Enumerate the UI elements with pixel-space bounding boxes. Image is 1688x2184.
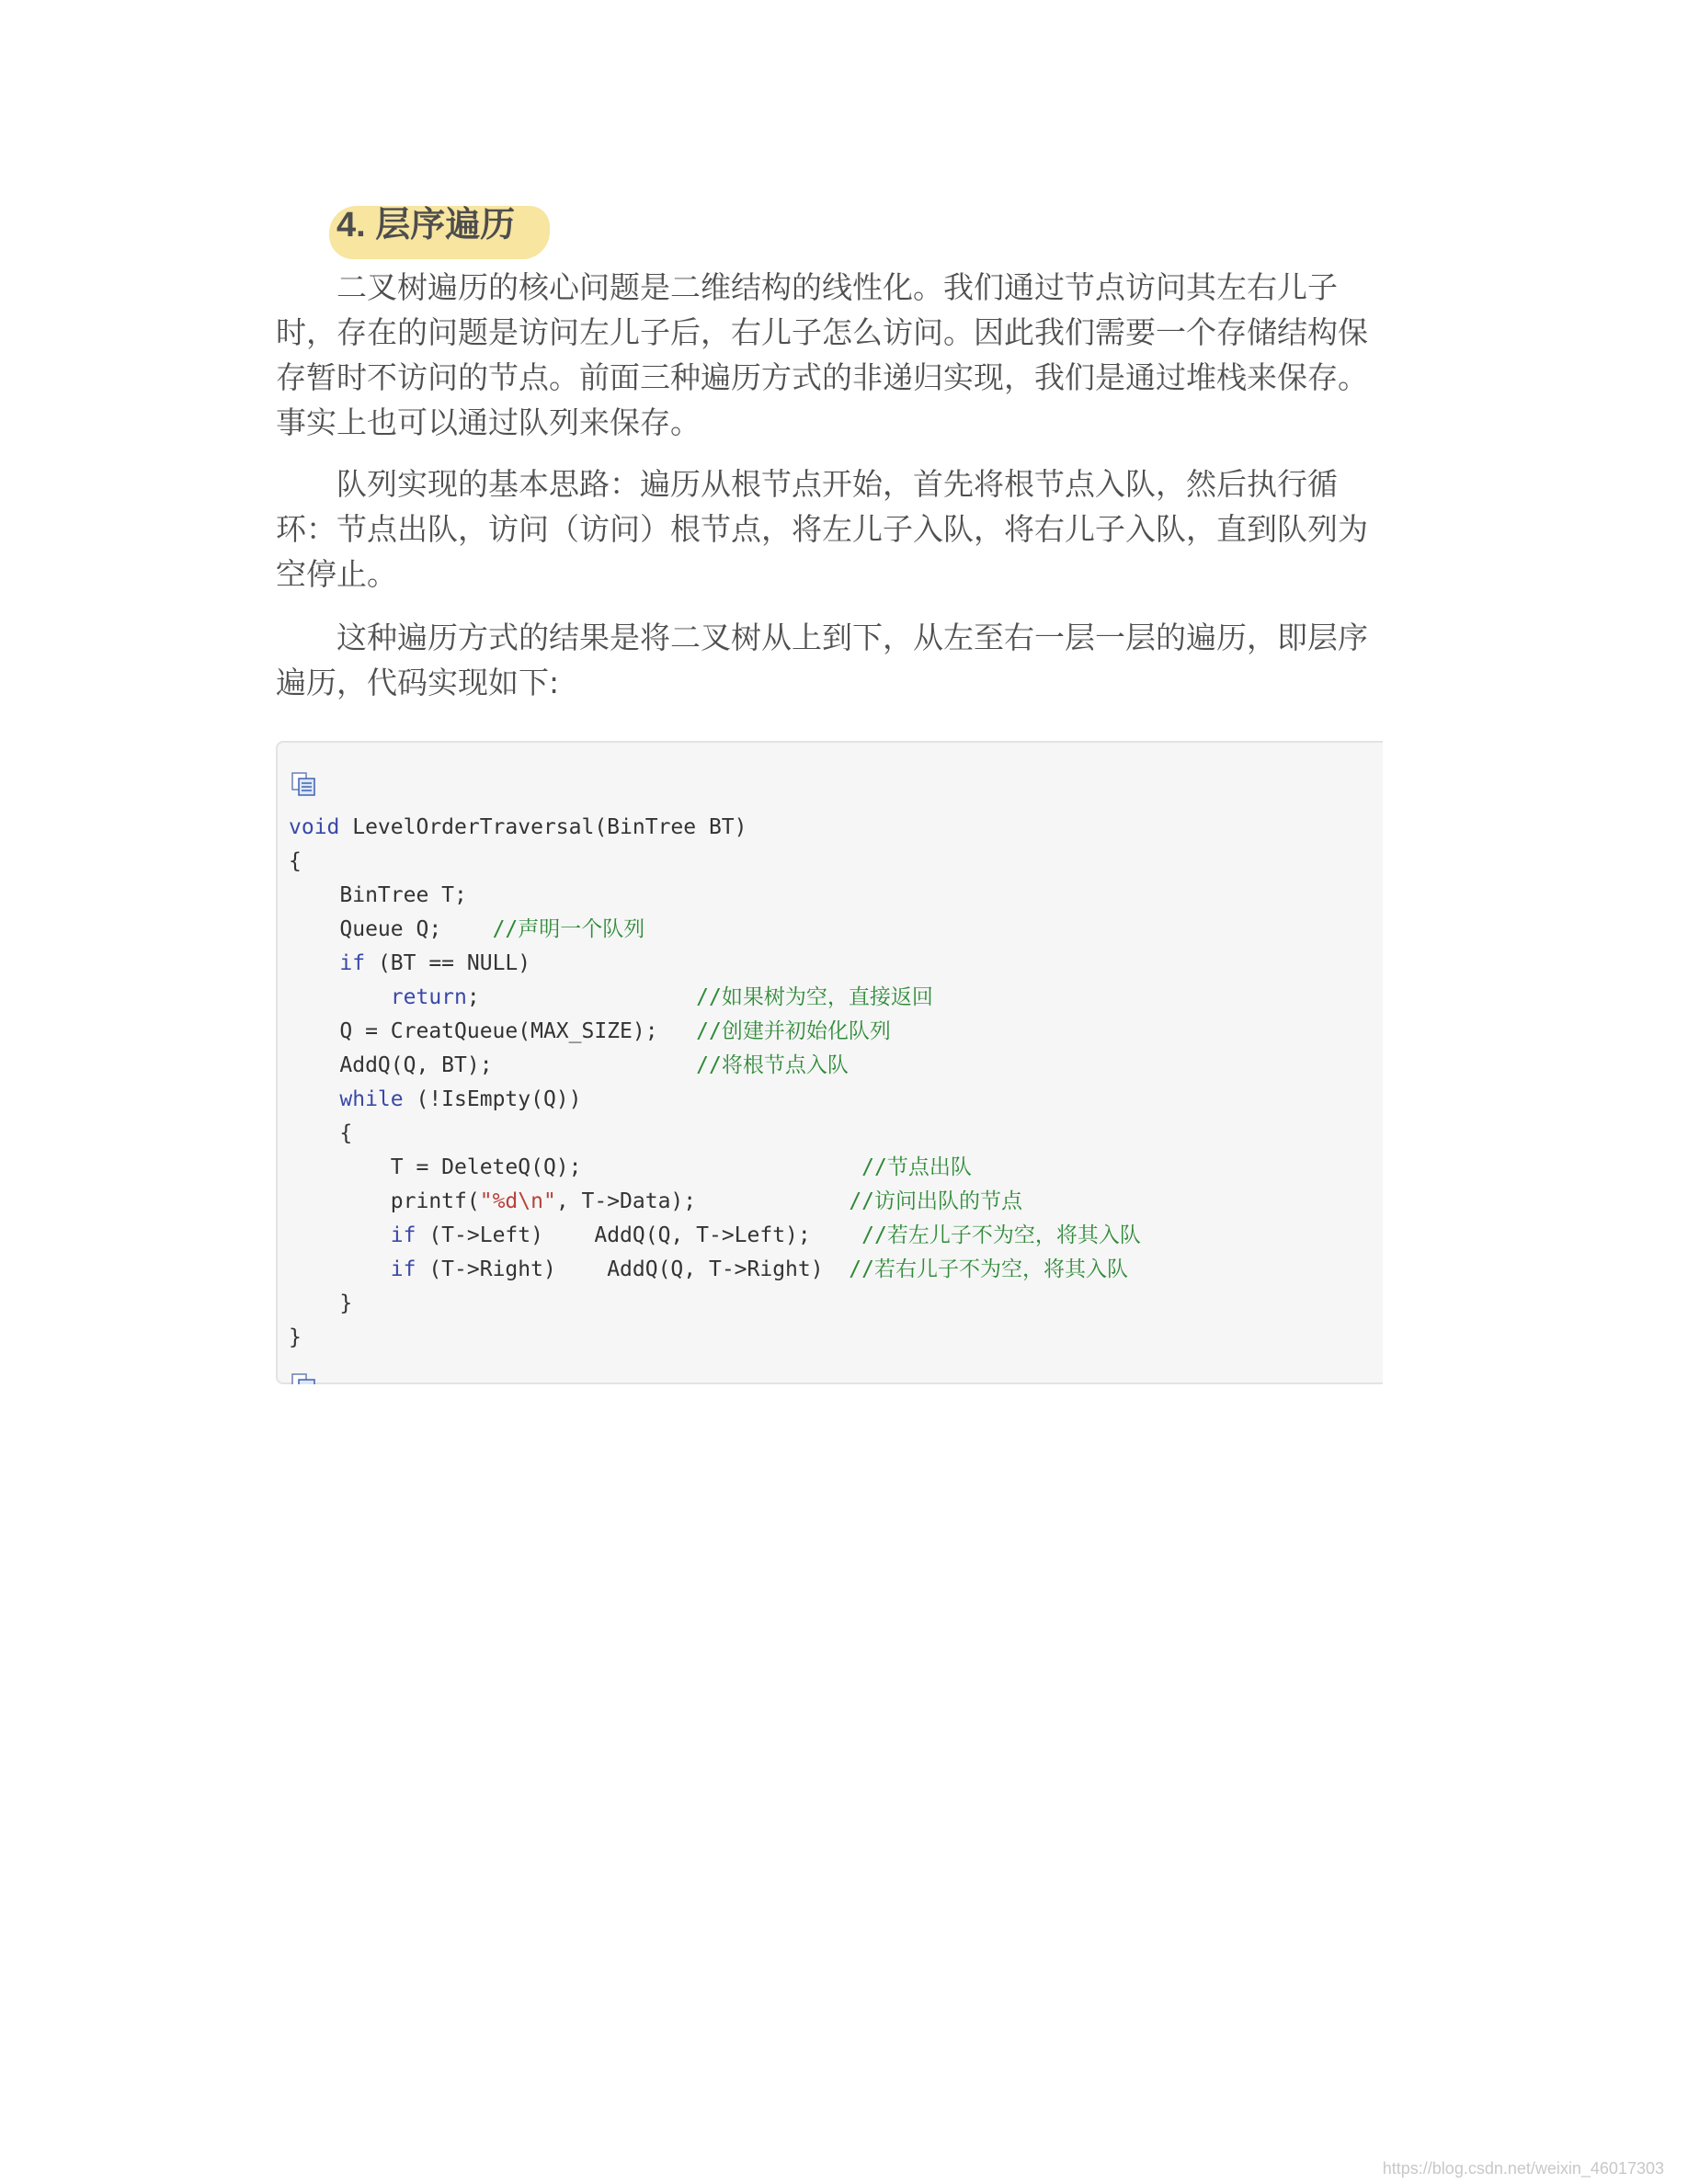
code-text: (T->Left) AddQ(Q, T->Left); (416, 1223, 862, 1247)
code-keyword: void (289, 815, 340, 839)
code-listing (289, 811, 1141, 1355)
paragraph-3: 这种遍历方式的结果是将二叉树从上到下，从左至右一层一层的遍历，即层序遍历，代码实现如下: (276, 620, 1368, 700)
code-line (289, 981, 1141, 1015)
code-line (289, 1049, 1141, 1083)
code-line (289, 1151, 1141, 1185)
code-text: } (339, 1291, 353, 1315)
code-line (289, 1321, 1141, 1355)
code-comment: //节点出队 (861, 1155, 972, 1179)
section-heading-text: 4. 层序遍历 (336, 206, 516, 245)
article-content (276, 193, 1383, 1384)
code-text: T = DeleteQ(Q); (390, 1155, 862, 1179)
code-text: BinTree T; (339, 883, 467, 907)
code-keyword: if (390, 1223, 416, 1247)
section-heading (335, 202, 524, 248)
code-line (289, 1185, 1141, 1219)
code-text: (BT == NULL) (365, 951, 531, 975)
code-line (289, 1287, 1141, 1321)
code-text: AddQ(Q, BT); (339, 1053, 697, 1077)
code-text: LevelOrderTraversal(BinTree BT) (339, 815, 747, 839)
code-comment: //创建并初始化队列 (696, 1019, 891, 1043)
code-line (289, 1117, 1141, 1151)
code-line (289, 947, 1141, 981)
code-line (289, 1015, 1141, 1049)
code-comment: //访问出队的节点 (849, 1189, 1023, 1213)
code-text: (!IsEmpty(Q)) (403, 1087, 582, 1111)
code-line (289, 811, 1141, 845)
code-text: { (289, 849, 302, 873)
code-text: ; (466, 985, 697, 1009)
code-line (289, 845, 1141, 879)
code-string: "%d\n" (479, 1189, 556, 1213)
code-line (289, 879, 1141, 913)
code-line (289, 1083, 1141, 1117)
code-line (289, 1253, 1141, 1287)
paragraph-1: 二叉树遍历的核心问题是二维结构的线性化。我们通过节点访问其左右儿子时，存在的问题是访问左儿子后，右儿子怎么访问。因此我们需要一个存储结构保存暂时不访问的节点。前面三种遍历方式的非递归实现，我们是通过堆栈来保存。事实上也可以通过队列来保存。 (276, 269, 1368, 440)
code-comment: //如果树为空，直接返回 (696, 985, 933, 1009)
code-keyword: return (390, 985, 467, 1009)
code-text: printf("%d\n", T->Data); (390, 1189, 850, 1213)
code-text: } (289, 1325, 302, 1349)
code-comment: //若左儿子不为空，将其入队 (861, 1223, 1141, 1247)
copy-code-icon[interactable] (291, 770, 318, 798)
code-keyword: while (339, 1087, 404, 1111)
code-line (289, 1219, 1141, 1253)
code-keyword: if (390, 1257, 416, 1281)
copy-code-icon[interactable] (291, 1371, 318, 1384)
code-keyword: if (339, 951, 366, 975)
code-text: { (339, 1121, 353, 1145)
code-comment: //若右儿子不为空，将其入队 (849, 1257, 1128, 1281)
code-comment: //将根节点入队 (696, 1053, 849, 1077)
code-text: Q = CreatQueue(MAX_SIZE); (339, 1019, 697, 1043)
paragraph-2: 队列实现的基本思路：遍历从根节点开始，首先将根节点入队，然后执行循环：节点出队，访问（访问）根节点，将左儿子入队，将右儿子入队，直到队列为空停止。 (276, 466, 1368, 592)
code-comment: //声明一个队列 (492, 917, 645, 941)
watermark: https://blog.csdn.net/weixin_46017303 (1382, 2159, 1664, 2178)
code-block (276, 741, 1383, 1384)
code-text: (T->Right) AddQ(Q, T->Right) (416, 1257, 850, 1281)
code-text: Queue Q; (339, 917, 493, 941)
code-line (289, 913, 1141, 947)
